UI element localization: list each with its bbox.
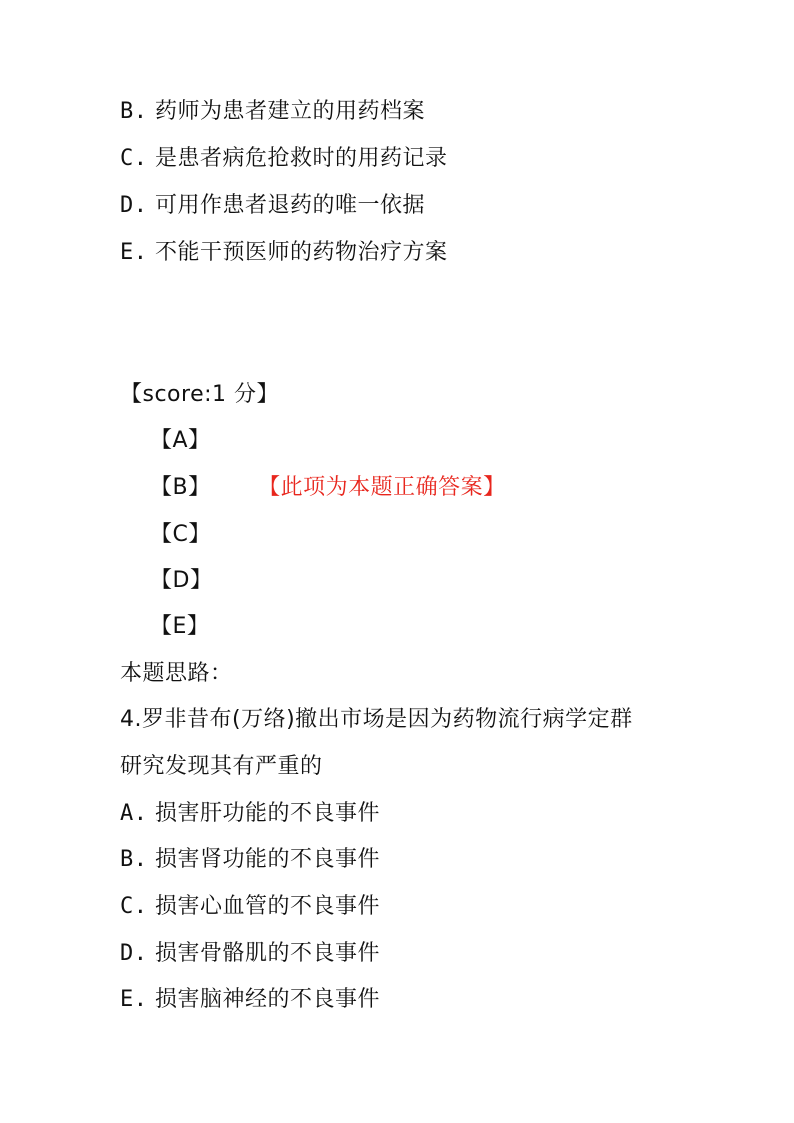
option-b bbox=[120, 845, 380, 875]
question-stem-line-1: 4.罗非昔布(万络)撤出市场是因为药物流行病学定群 bbox=[120, 707, 633, 732]
option-c bbox=[120, 892, 380, 922]
answer-d bbox=[150, 566, 212, 596]
option-e-prev bbox=[120, 238, 448, 268]
option-text: 损害肾功能的不良事件 bbox=[155, 847, 381, 872]
option-letter: C. bbox=[120, 894, 148, 919]
option-d bbox=[120, 939, 380, 969]
option-text: 不能干预医师的药物治疗方案 bbox=[155, 240, 448, 265]
option-d-prev bbox=[120, 191, 425, 221]
option-letter: C. bbox=[120, 146, 148, 171]
option-text: 损害心血管的不良事件 bbox=[155, 894, 381, 919]
option-letter: E. bbox=[120, 240, 148, 265]
answer-e bbox=[150, 612, 209, 642]
option-text: 可用作患者退药的唯一依据 bbox=[155, 193, 426, 218]
option-letter: E. bbox=[120, 987, 148, 1012]
option-b-prev bbox=[120, 97, 425, 127]
answer-c bbox=[150, 520, 211, 550]
hint-label: 本题思路： bbox=[120, 661, 233, 686]
option-letter: B. bbox=[120, 847, 148, 872]
option-letter: D. bbox=[120, 193, 148, 218]
option-text: 是患者病危抢救时的用药记录 bbox=[155, 146, 448, 171]
option-letter: A. bbox=[120, 801, 148, 826]
option-text: 损害骨骼肌的不良事件 bbox=[155, 941, 381, 966]
answer-label: 【C】 bbox=[150, 522, 211, 547]
question-stem-line-2: 研究发现其有严重的 bbox=[120, 754, 323, 779]
option-text: 损害肝功能的不良事件 bbox=[155, 801, 381, 826]
correct-answer-note: 【此项为本题正确答案】 bbox=[258, 475, 506, 500]
answer-label: 【E】 bbox=[150, 614, 210, 639]
option-letter: D. bbox=[120, 941, 148, 966]
answer-b bbox=[150, 473, 506, 503]
answer-label: 【B】 bbox=[150, 475, 211, 500]
option-text: 损害脑神经的不良事件 bbox=[155, 987, 381, 1012]
option-letter: B. bbox=[120, 99, 148, 124]
score-label: 【score:1 分】 bbox=[120, 382, 280, 407]
answer-label: 【D】 bbox=[150, 568, 213, 593]
option-e bbox=[120, 985, 380, 1015]
option-a bbox=[120, 799, 380, 829]
answer-a bbox=[150, 426, 211, 456]
option-text: 药师为患者建立的用药档案 bbox=[155, 99, 426, 124]
option-c-prev bbox=[120, 144, 448, 174]
answer-label: 【A】 bbox=[150, 428, 211, 453]
